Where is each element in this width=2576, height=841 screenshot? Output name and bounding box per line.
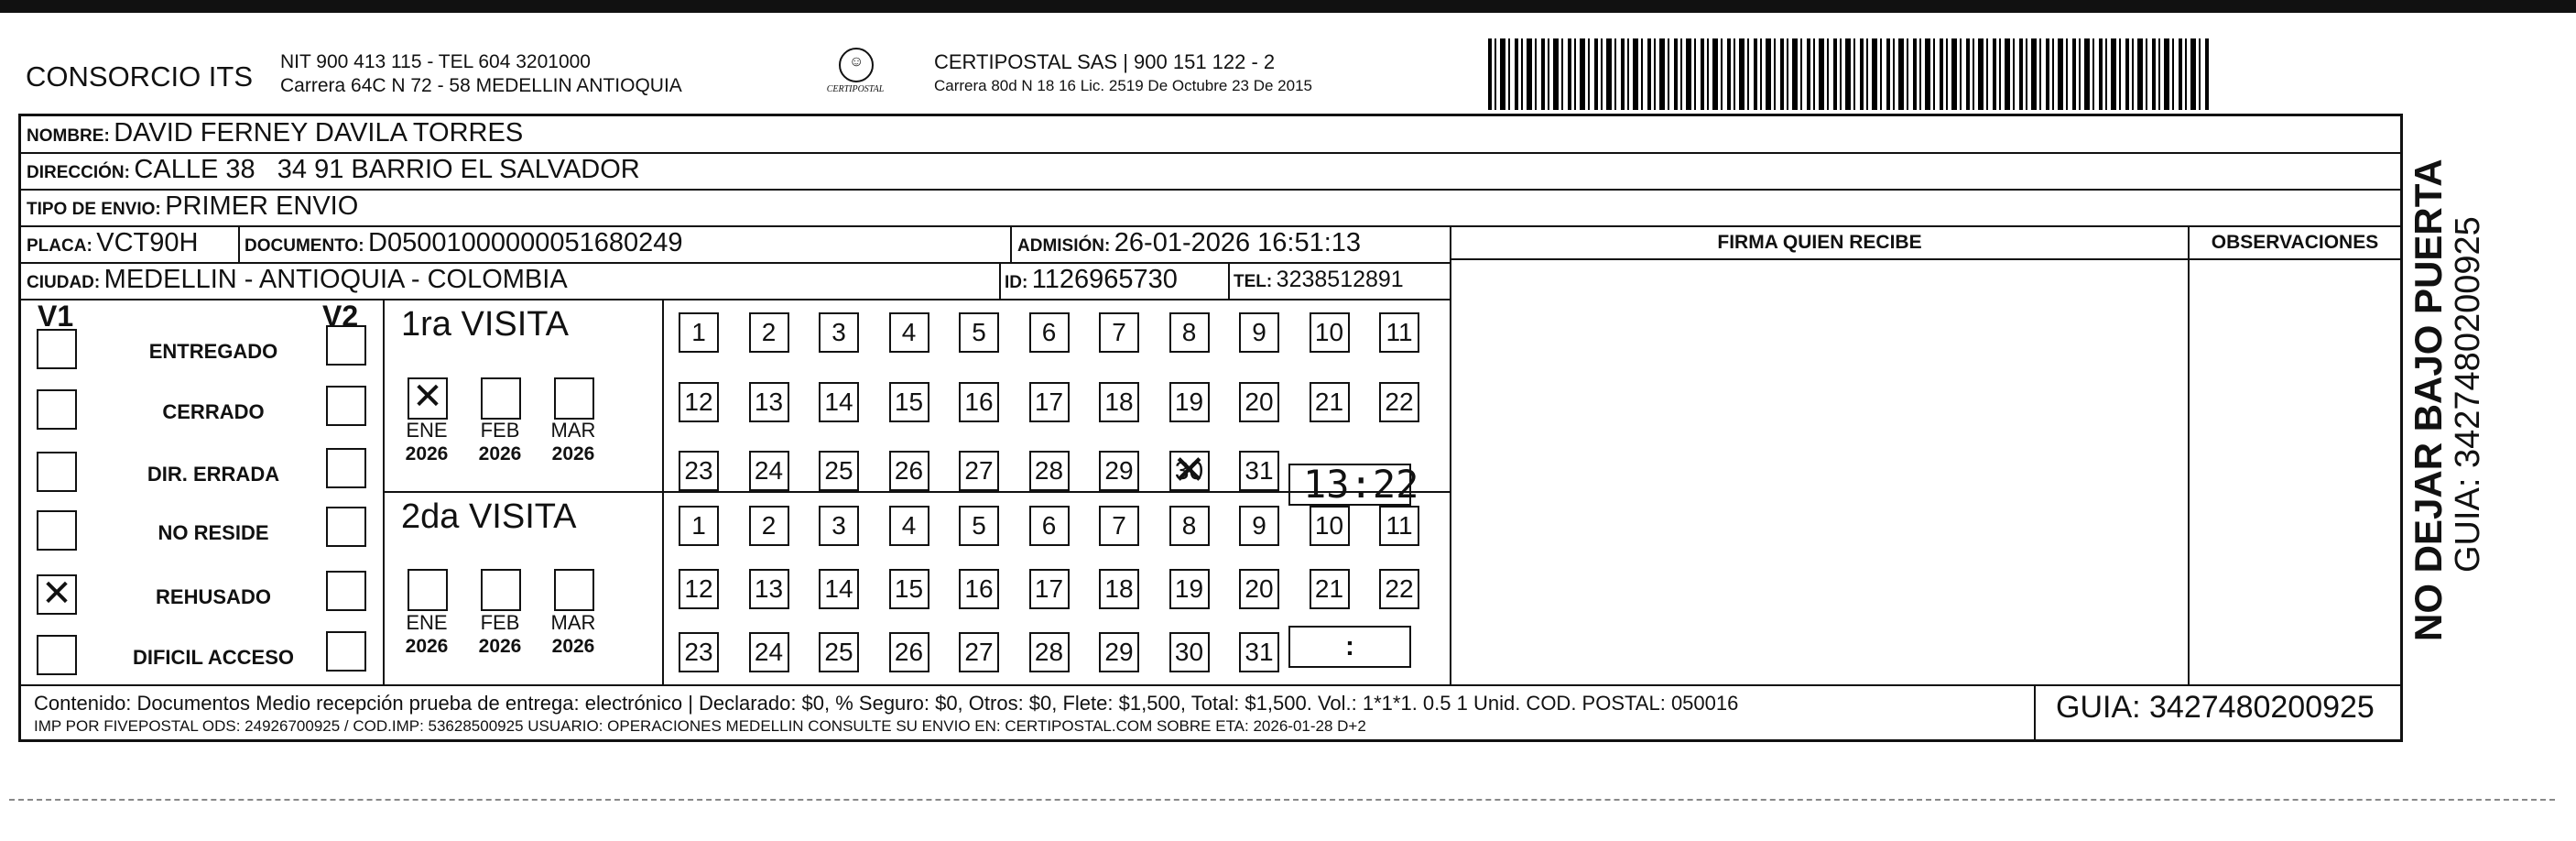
v1-checkbox[interactable] [37, 635, 77, 675]
first-visit-day-box[interactable]: 17 [1029, 382, 1070, 422]
first-visit-day-box[interactable]: 27 [959, 451, 999, 491]
second-visit-day-box[interactable]: 21 [1310, 569, 1350, 609]
month-name: MAR [550, 611, 596, 634]
first-visit-day-box[interactable]: 16 [959, 382, 999, 422]
ciudad-field [27, 265, 568, 295]
second-visit-day-box[interactable]: 30 [1169, 632, 1210, 672]
nit-line: NIT 900 413 115 - TEL 604 3201000 [280, 51, 591, 72]
first-visit-month-checkbox[interactable] [554, 377, 594, 420]
first-visit-day-box[interactable]: 25 [819, 451, 859, 491]
tipo-row [27, 191, 358, 222]
id-label: ID: [1005, 273, 1028, 292]
second-visit-month-label [545, 611, 602, 659]
second-visit-day-box[interactable]: 20 [1239, 569, 1279, 609]
first-visit-day-box[interactable]: 14 [819, 382, 859, 422]
direccion-label: DIRECCIÓN: [27, 163, 130, 182]
first-visit-day-box[interactable]: 4 [889, 312, 929, 353]
second-visit-day-box[interactable]: 3 [819, 506, 859, 546]
v1-header: V1 [38, 300, 74, 333]
second-visit-title: 2da VISITA [401, 497, 577, 536]
first-visit-day-box[interactable]: 18 [1099, 382, 1139, 422]
nombre-label: NOMBRE: [27, 126, 110, 146]
status-option-label: NO RESIDE [158, 521, 269, 544]
observaciones-header: OBSERVACIONES [2211, 232, 2379, 253]
first-visit-day-box[interactable]: 28 [1029, 451, 1070, 491]
certipostal-logo [811, 48, 899, 104]
second-visit-month-checkbox[interactable] [554, 569, 594, 611]
ciudad-label: CIUDAD: [27, 273, 101, 292]
v2-header: V2 [322, 300, 359, 333]
first-visit-day-box[interactable]: 9 [1239, 312, 1279, 353]
first-visit-day-box[interactable]: 21 [1310, 382, 1350, 422]
first-visit-day-box[interactable]: 12 [679, 382, 719, 422]
direccion-value: CALLE 38 34 91 BARRIO EL SALVADOR [134, 155, 640, 184]
observaciones-area[interactable] [2190, 260, 2400, 684]
firma-header: FIRMA QUIEN RECIBE [1717, 232, 1922, 253]
status-option-label: DIR. ERRADA [147, 463, 280, 486]
first-visit-day-box[interactable]: 24 [749, 451, 789, 491]
id-field [1005, 265, 1178, 295]
first-visit-day-box[interactable]: 3 [819, 312, 859, 353]
second-visit-day-box[interactable]: 26 [889, 632, 929, 672]
nombre-value: DAVID FERNEY DAVILA TORRES [114, 118, 524, 147]
no-dejar-warning: NO DEJAR BAJO PUERTA [2407, 158, 2450, 641]
first-visit-time-box[interactable] [1288, 462, 1419, 507]
signature-area[interactable] [1451, 260, 2188, 684]
id-value: 1126965730 [1031, 265, 1178, 294]
second-visit-day-box[interactable]: 13 [749, 569, 789, 609]
admision-label: ADMISIÓN: [1017, 236, 1111, 256]
second-visit-day-box[interactable]: 6 [1029, 506, 1070, 546]
month-name: MAR [550, 419, 596, 442]
second-visit-day-box[interactable]: 9 [1239, 506, 1279, 546]
v2-checkbox[interactable] [326, 448, 366, 488]
second-visit-month-checkbox[interactable] [481, 569, 521, 611]
guia-footer: GUIA: 3427480200925 [2056, 690, 2375, 725]
month-year: 2026 [478, 636, 522, 657]
first-visit-month-label [398, 419, 455, 466]
first-visit-time: 13:22 [1303, 462, 1419, 507]
contenido-line: Contenido: Documentos Medio recepción prueba de entrega: electrónico | Declarado: $0, % Seguro: $0, Otros: $0, Flete: $1,500, Total: $1,500. Vol.: 1*1*1. 0.5 1 Unid. COD. POSTAL: 050016 [34, 692, 1739, 715]
month-name: FEB [480, 611, 520, 634]
first-visit-day-box[interactable]: 31 [1239, 451, 1279, 491]
second-visit-day-box[interactable]: 16 [959, 569, 999, 609]
second-visit-month-label [472, 611, 528, 659]
second-visit-day-box[interactable]: 15 [889, 569, 929, 609]
first-visit-day-box[interactable]: 11 [1379, 312, 1419, 353]
company-name: CONSORCIO ITS [26, 60, 254, 93]
admision-value: 26-01-2026 16:51:13 [1114, 228, 1362, 257]
status-option-label: DIFICIL ACCESO [132, 646, 294, 669]
second-visit-day-box[interactable]: 5 [959, 506, 999, 546]
ciudad-value: MEDELLIN - ANTIOQUIA - COLOMBIA [103, 265, 568, 294]
cut-line [9, 799, 2555, 801]
second-visit-day-box[interactable]: 27 [959, 632, 999, 672]
first-visit-day-box[interactable]: 15 [889, 382, 929, 422]
first-visit-day-box[interactable]: 19 [1169, 382, 1210, 422]
admision-field [1017, 228, 1361, 258]
guia-side: GUIA: 3427480200925 [2449, 216, 2487, 573]
tel-value: 3238512891 [1276, 267, 1404, 292]
barcode [1488, 38, 2212, 110]
first-visit-day-box[interactable]: 13 [749, 382, 789, 422]
direccion-row [27, 155, 640, 185]
certi-line: CERTIPOSTAL SAS | 900 151 122 - 2 [934, 50, 1276, 73]
first-visit-day-box[interactable]: 7 [1099, 312, 1139, 353]
documento-label: DOCUMENTO: [245, 236, 364, 256]
first-visit-day-box[interactable]: 1 [679, 312, 719, 353]
second-visit-time-box[interactable] [1288, 626, 1411, 668]
second-visit-time: : [1345, 631, 1354, 661]
second-visit-day-box[interactable]: 23 [679, 632, 719, 672]
second-visit-day-box[interactable]: 1 [679, 506, 719, 546]
second-visit-day-box[interactable]: 12 [679, 569, 719, 609]
second-visit-day-box[interactable]: 24 [749, 632, 789, 672]
status-option-label: ENTREGADO [148, 340, 278, 363]
month-year: 2026 [551, 443, 595, 464]
second-visit-day-box[interactable]: 7 [1099, 506, 1139, 546]
month-name: ENE [406, 419, 448, 442]
top-border [0, 0, 2576, 13]
status-option-label: REHUSADO [156, 585, 271, 608]
tel-field [1234, 267, 1404, 293]
month-name: FEB [480, 419, 520, 442]
logo-text: CERTIPOSTAL [826, 84, 885, 94]
first-visit-day-box[interactable]: 26 [889, 451, 929, 491]
second-visit-month-label [398, 611, 455, 659]
first-visit-day-box[interactable]: 20 [1239, 382, 1279, 422]
month-year: 2026 [405, 443, 449, 464]
v1-checkbox[interactable] [37, 389, 77, 430]
v1-checkbox[interactable] [37, 329, 77, 369]
first-visit-day-box[interactable]: 29 [1099, 451, 1139, 491]
v1-checkbox[interactable] [37, 510, 77, 551]
first-visit-title: 1ra VISITA [401, 305, 570, 344]
first-visit-day-box[interactable]: 22 [1379, 382, 1419, 422]
second-visit-day-box[interactable]: 28 [1029, 632, 1070, 672]
certi-address: Carrera 80d N 18 16 Lic. 2519 De Octubre 23 De 2015 [934, 77, 1312, 94]
second-visit-day-box[interactable]: 31 [1239, 632, 1279, 672]
tipo-value: PRIMER ENVIO [165, 191, 359, 221]
tipo-label: TIPO DE ENVIO: [27, 200, 161, 219]
v2-checkbox[interactable] [326, 325, 366, 366]
nombre-row [27, 118, 523, 148]
second-visit-day-box[interactable]: 19 [1169, 569, 1210, 609]
second-visit-day-box[interactable]: 11 [1379, 506, 1419, 546]
first-visit-day-box[interactable]: 6 [1029, 312, 1070, 353]
second-visit-day-box[interactable]: 10 [1310, 506, 1350, 546]
first-visit-day-box[interactable]: 23 [679, 451, 719, 491]
first-visit-day-box[interactable]: 10 [1310, 312, 1350, 353]
documento-field [245, 228, 683, 258]
second-visit-day-box[interactable]: 18 [1099, 569, 1139, 609]
v2-checkbox[interactable] [326, 507, 366, 547]
first-visit-day-box[interactable]: 5 [959, 312, 999, 353]
first-visit-month-label [545, 419, 602, 466]
month-name: ENE [406, 611, 448, 634]
placa-label: PLACA: [27, 236, 92, 256]
second-visit-day-box[interactable]: 4 [889, 506, 929, 546]
first-visit-month-checkbox[interactable] [481, 377, 521, 420]
placa-value: VCT90H [96, 228, 199, 257]
month-year: 2026 [478, 443, 522, 464]
second-visit-day-box[interactable]: 8 [1169, 506, 1210, 546]
second-visit-day-box[interactable]: 17 [1029, 569, 1070, 609]
certipostal-info [934, 50, 1312, 98]
delivery-form [18, 114, 2403, 742]
first-visit-day-box[interactable]: 8 [1169, 312, 1210, 353]
second-visit-day-box[interactable]: 14 [819, 569, 859, 609]
second-visit-day-box[interactable]: 22 [1379, 569, 1419, 609]
first-visit-month-label [472, 419, 528, 466]
first-visit-day-box[interactable]: 2 [749, 312, 789, 353]
company-info [280, 50, 682, 98]
status-option-label: CERRADO [162, 400, 265, 423]
v2-checkbox[interactable] [326, 571, 366, 611]
second-visit-day-box[interactable]: 25 [819, 632, 859, 672]
v2-checkbox[interactable] [326, 386, 366, 426]
month-year: 2026 [405, 636, 449, 657]
v2-checkbox[interactable] [326, 631, 366, 672]
second-visit-day-box[interactable]: 29 [1099, 632, 1139, 672]
second-visit-month-checkbox[interactable] [408, 569, 448, 611]
first-visit-month-checkbox[interactable] [408, 377, 448, 420]
logo-icon: ☺ [839, 48, 874, 82]
second-visit-day-box[interactable]: 2 [749, 506, 789, 546]
impresion-line: IMP POR FIVEPOSTAL ODS: 24926700925 / COD.IMP: 53628500925 USUARIO: OPERACIONES MEDELLIN CONSULTE SU ENVIO EN: CERTIPOSTAL.COM SOBRE ETA: 2026-01-28 D+2 [34, 717, 1366, 735]
placa-field [27, 228, 198, 258]
v1-checkbox[interactable] [37, 452, 77, 492]
month-year: 2026 [551, 636, 595, 657]
documento-value: D05001000000051680249 [368, 228, 683, 257]
first-visit-day-box[interactable]: 30 ✕ [1169, 451, 1210, 491]
address-line: Carrera 64C N 72 - 58 MEDELLIN ANTIOQUIA [280, 75, 682, 96]
v1-checkbox[interactable] [37, 574, 77, 615]
tel-label: TEL: [1234, 272, 1273, 291]
